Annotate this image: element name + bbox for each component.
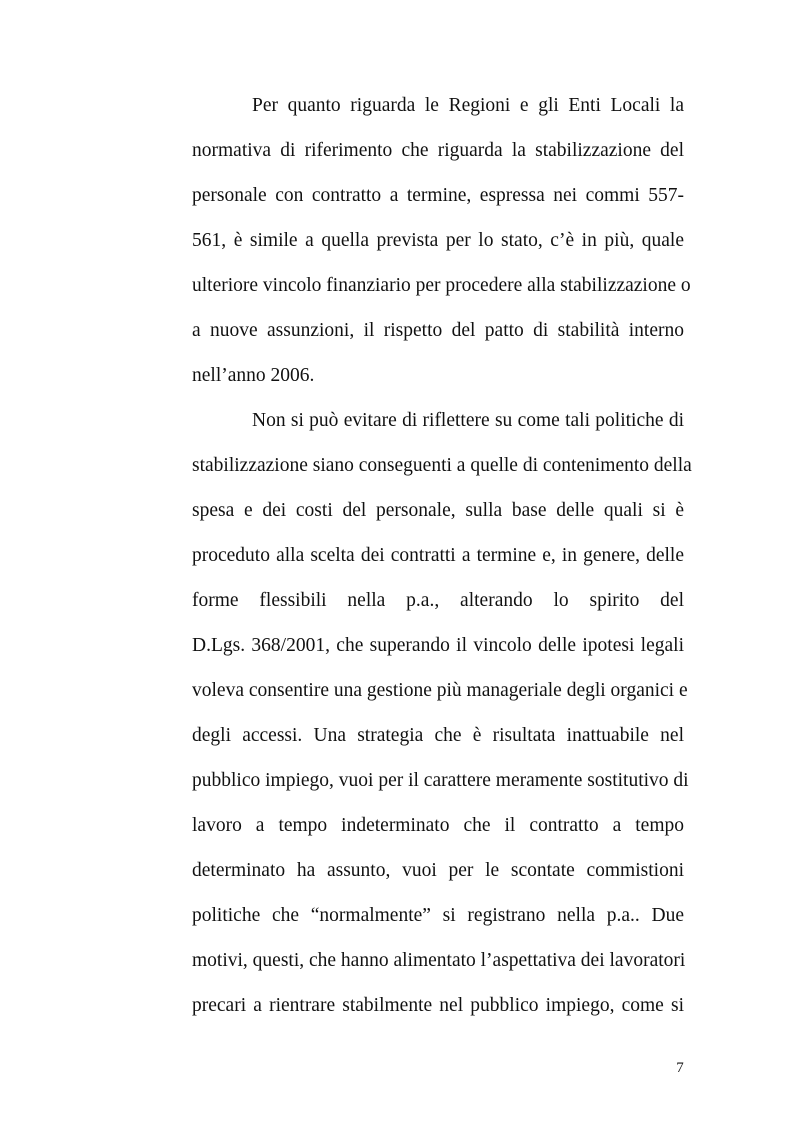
paragraph-2-line-1: Non si può evitare di riflettere su come tali politiche di — [252, 410, 684, 431]
paragraph-2-line-4: proceduto alla scelta dei contratti a termine e, in genere, delle — [192, 545, 684, 566]
paragraph-1-line-6: a nuove assunzioni, il rispetto del patto di stabilità interno — [192, 320, 684, 341]
paragraph-2-line-9: pubblico impiego, vuoi per il carattere meramente sostitutivo di — [192, 770, 689, 791]
paragraph-2-line-7: voleva consentire una gestione più manageriale degli organici e — [192, 680, 688, 701]
paragraph-1-line-1: Per quanto riguarda le Regioni e gli Enti Locali la — [252, 95, 684, 116]
paragraph-2-line-5: forme flessibili nella p.a., alterando lo spirito del — [192, 590, 684, 611]
paragraph-2-line-10: lavoro a tempo indeterminato che il contratto a tempo — [192, 815, 684, 836]
paragraph-2-line-13: motivi, questi, che hanno alimentato l’aspettativa dei lavoratori — [192, 950, 686, 971]
paragraph-2-line-2: stabilizzazione siano conseguenti a quelle di contenimento della — [192, 455, 692, 476]
paragraph-2-line-8: degli accessi. Una strategia che è risultata inattuabile nel — [192, 725, 684, 746]
paragraph-1-line-5: ulteriore vincolo finanziario per procedere alla stabilizzazione o — [192, 275, 691, 296]
paragraph-2-line-11: determinato ha assunto, vuoi per le scontate commistioni — [192, 860, 684, 881]
paragraph-1-line-7: nell’anno 2006. — [192, 365, 315, 386]
page-number: 7 — [676, 1060, 684, 1076]
paragraph-2-line-3: spesa e dei costi del personale, sulla base delle quali si è — [192, 500, 684, 521]
paragraph-1-line-4: 561, è simile a quella prevista per lo stato, c’è in più, quale — [192, 230, 684, 251]
paragraph-2-line-6: D.Lgs. 368/2001, che superando il vincolo delle ipotesi legali — [192, 635, 684, 656]
paragraph-2-line-14: precari a rientrare stabilmente nel pubblico impiego, come si — [192, 995, 684, 1016]
paragraph-1-line-2: normativa di riferimento che riguarda la stabilizzazione del — [192, 140, 684, 161]
paragraph-1-line-3: personale con contratto a termine, espressa nei commi 557- — [192, 185, 684, 206]
paragraph-2-line-12: politiche che “normalmente” si registrano nella p.a.. Due — [192, 905, 684, 926]
